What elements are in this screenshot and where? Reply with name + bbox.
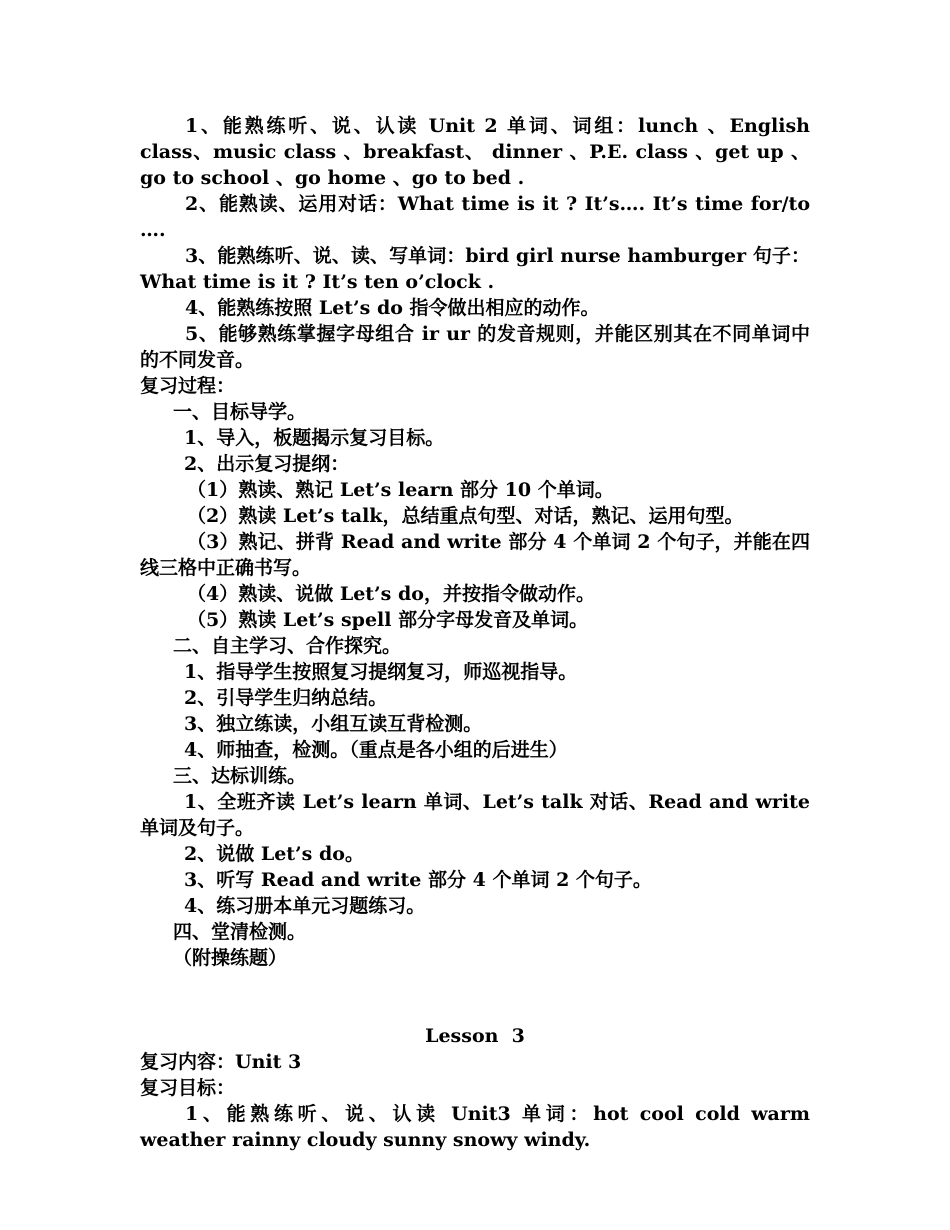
goal-1: 1、能熟练听、说、认读 Unit 2 单词、词组：lunch 、English class、music class 、breakfast、 dinner 、P.E. class 、get up 、go to school 、go home 、go to bed . xyxy=(140,115,810,189)
lesson-3-goals-heading: 复习目标： xyxy=(140,1077,236,1099)
goal-4: 4、能熟练按照 Let’s do 指令做出相应的动作。 xyxy=(185,297,600,319)
blank-line xyxy=(140,971,810,997)
outline-item-1: （1）熟读、熟记 Let’s learn 部分 10 个单词。 xyxy=(187,479,614,501)
section-2-item-4: 4、师抽查，检测。（重点是各小组的后进生） xyxy=(184,739,568,761)
goal-5: 5、能够熟练掌握字母组合 ir ur 的发音规则，并能区别其在不同单词中的不同发音。 xyxy=(140,323,810,371)
section-3-item-4: 4、练习册本单元习题练习。 xyxy=(184,895,426,917)
section-3-item-3: 3、听写 Read and write 部分 4 个单词 2 个句子。 xyxy=(184,869,652,891)
section-1-item-1: 1、导入，板题揭示复习目标。 xyxy=(184,427,445,449)
outline-item-5: （5）熟读 Let’s spell 部分字母发音及单词。 xyxy=(187,609,589,631)
section-3-item-1: 1、全班齐读 Let’s learn 单词、Let’s talk 对话、Read and write 单词及句子。 xyxy=(140,791,810,839)
section-3-item-2: 2、说做 Let’s do。 xyxy=(184,843,364,865)
section-4-note: （附操练题） xyxy=(173,947,288,969)
section-2-item-2: 2、引导学生归纳总结。 xyxy=(184,687,388,709)
goal-2: 2、能熟读、运用对话：What time is it ? It’s…. It’s time for/to …. xyxy=(140,193,810,241)
section-1-item-2: 2、出示复习提纲： xyxy=(184,453,350,475)
section-1-title: 一、目标导学。 xyxy=(173,401,307,423)
blank-line xyxy=(140,997,810,1023)
section-2-item-1: 1、指导学生按照复习提纲复习，师巡视指导。 xyxy=(184,661,578,683)
section-3-title: 三、达标训练。 xyxy=(173,765,307,787)
lesson-3-heading: Lesson 3 xyxy=(425,1025,525,1047)
lesson-3-content: 复习内容：Unit 3 xyxy=(140,1051,302,1073)
section-2-title: 二、自主学习、合作探究。 xyxy=(173,635,402,657)
section-2-item-3: 3、独立练读，小组互读互背检测。 xyxy=(184,713,483,735)
lesson-3-goal-1: 1、能熟练听、说、认读 Unit3 单词：hot cool cold warm weather rainny cloudy sunny snowy windy. xyxy=(140,1103,810,1151)
process-heading: 复习过程： xyxy=(140,375,236,397)
outline-item-3: （3）熟记、拼背 Read and write 部分 4 个单词 2 个句子，并能在四线三格中正确书写。 xyxy=(140,531,810,579)
outline-item-4: （4）熟读、说做 Let’s do，并按指令做动作。 xyxy=(187,583,595,605)
document-page xyxy=(140,113,810,1153)
section-4-title: 四、堂清检测。 xyxy=(173,921,307,943)
goal-3: 3、能熟练听、说、读、写单词：bird girl nurse hamburger 句子：What time is it ? It’s ten o’clock . xyxy=(140,245,810,293)
outline-item-2: （2）熟读 Let’s talk，总结重点句型、对话，熟记、运用句型。 xyxy=(187,505,744,527)
